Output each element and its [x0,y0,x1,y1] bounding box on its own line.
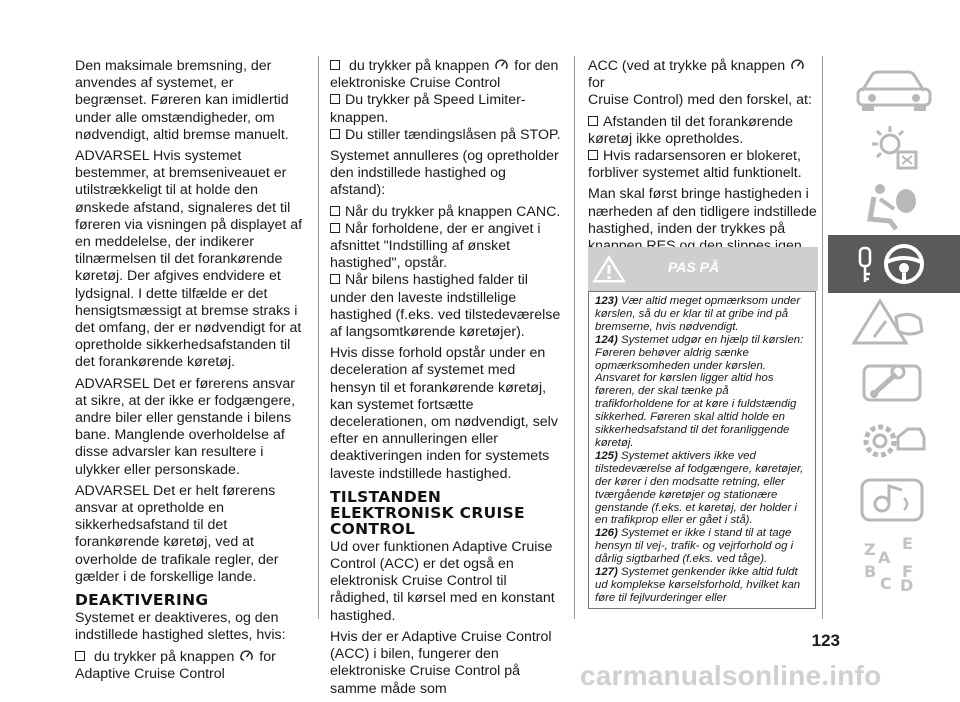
warning-item [595,334,810,450]
warning-item-text: Systemet aktivers ikke ved tilstedeværelse af fodgængere, køretøjer, der kører i den modsatte retning, eller tværgående køretøjer og stationære genstande (f.eks. et køretøj, der holder i en trafikprop eller er gået i stå). [595,449,804,527]
list-item: Når bilens hastighed falder til under den laveste indstillelige hastighed (f.eks. ved tilstedeværelse af langsomtkørende køretøjer). [330,272,561,341]
list-item: Afstanden til det forankørende køretøj ikke opretholdes. [588,114,818,148]
list-item-text: du trykker på knappen [93,648,235,665]
paragraph-text: for [588,75,605,92]
list-item-text: elektroniske Cruise Control [330,75,501,92]
list-item [75,649,307,683]
index-letters-icon [850,533,940,591]
steering-wheel-key-icon [850,238,940,290]
paragraph: Hvis disse forhold opstår under en deceleration af systemet med hensyn til et forankørende køretøj, kan systemet fortsætte decelerationen, om nødvendigt, selv efter en annulleringen eller deaktiveringen inden for systemets laveste indstillede hastighed. [330,345,558,482]
watermark: carmanualsonline.info [580,660,882,691]
paragraph: Man skal først bringe hastigheden i nærheden af den tidligere indstillede hastighed, inden der trykkes på [588,186,817,237]
warning-item-number: 124) [595,333,618,346]
gear-car-icon [850,415,940,467]
airbag-seat-icon [850,179,940,231]
svg-text:D: D [900,576,914,591]
multimedia-icon [850,474,940,526]
heading-line: TILSTANDEN [330,487,442,506]
paragraph: Den maksimale bremsning, der anvendes af systemet, er begrænset. Føreren kan imidlertid under alle omstændigheder, om nødvendigt, altid bremse manuelt. [75,58,289,143]
warning-item [595,295,810,334]
warning-body [588,291,816,609]
column-divider [574,56,575,619]
svg-text:Z: Z [864,540,876,559]
warning-triangle-icon [591,254,627,284]
list-item-text: du trykker på knappen [348,58,490,74]
warning-header [588,247,818,291]
paragraph: ADVARSEL Hvis systemet bestemmer, at bremseniveauet er utilstrækkeligt til at holde den ønskede afstand, signaleres det til føreren via visningen på displayet af en meddelelse, der indikerer tilnærmelsen til det forankørende køretøj. Der afgives endvidere et lydsignal. I dette tilfælde er det hensigtsmæssigt at bremse straks i det omfang, der er nødvendigt for at opretholde sikkerhedsafstanden til det forankørende køretøj. [75,148,303,371]
nav-item-dashboard-lights[interactable] [828,117,960,175]
svg-text:A: A [878,548,891,567]
section-heading: DEAKTIVERING [75,591,209,610]
warning-item-text: Systemet udgør en hjælp til kørslen: Føreren behøver aldrig sænke opmærksomheden under kørslen. Ansvaret for kørslen ligger altid hos føreren, der skal tænke på trafikforholdene for at køre i fuldstændig sikkerhed. Føreren skal altid holde en sikkerhedsafstand til det foranliggende køretøj. [595,333,804,449]
svg-text:C: C [880,574,892,591]
warning-item [595,450,810,527]
list-item [330,58,562,92]
list-item: Du trykker på Speed Limiter-knappen. [330,92,562,126]
paragraph-text: Cruise Control) med den forskel, at: [588,92,812,109]
cruise-control-icon [240,650,253,662]
warning-item-number: 126) [595,527,618,540]
nav-item-maintenance[interactable] [828,353,960,411]
paragraph: Systemet annulleres (og opretholder den indstillede hastighed og afstand): [330,148,559,199]
emergency-triangle-icon [850,297,940,349]
nav-item-safety[interactable] [828,176,960,234]
wrench-car-icon [850,356,940,408]
nav-item-emergency[interactable] [828,294,960,352]
warning-item-text: Vær altid meget opmærksom under kørslen, så du er klar til at gribe ind på bremserne, hvis nødvendigt. [595,295,801,333]
cruise-control-icon [791,59,804,71]
list-item-text: for den [514,58,559,74]
list-item: Når du trykker på knappen CANC. [330,204,562,221]
paragraph: ADVARSEL Det er førerens ansvar at sikre, at der ikke er fodgængere, andre biler eller genstande i bilens bane. Manglende overholdelse af disse advarsler kan resultere i ulykker eller personskade. [75,375,296,478]
column-divider [822,56,823,619]
svg-text:B: B [864,562,877,581]
heading-line: CONTROL [330,519,416,538]
warning-lights-icon [850,120,940,172]
text-column-1 [75,58,307,683]
warning-item [595,527,810,566]
svg-text:F: F [902,562,913,581]
column-divider [318,56,319,619]
svg-text:E: E [902,534,913,553]
page-number: 123 [811,631,840,650]
warning-item-number: 123) [595,295,618,307]
chapter-navigation [828,58,960,589]
warning-item-text: Systemet genkender ikke altid fuldt ud komplekse kørselsforhold, hvilket kan føre til fejlvurderinger eller [595,566,801,604]
paragraph: Ud over funktionen Adaptive Cruise Control (ACC) er det også en elektronisk Cruise Control til rådighed, til kørsel med en konstant hastighed. [330,538,555,624]
warning-item-number: 127) [595,566,618,579]
paragraph: Hvis der er Adaptive Cruise Control (ACC) i bilen, fungerer den elektroniske Cruise Control på samme måde som [330,628,552,697]
nav-item-multimedia[interactable] [828,471,960,529]
warning-item [595,566,810,605]
warning-title: PAS PÅ [668,259,720,275]
warning-item-text: Systemet er ikke i stand til at tage hensyn til vej-, trafik- og vejrforhold og i dårlig sigtbarhed (f.eks. ved tåge). [595,527,794,566]
cruise-control-icon [495,59,508,71]
paragraph-text: ACC (ved at trykke på knappen [588,58,786,74]
nav-item-starting-driving[interactable] [828,235,960,293]
nav-item-technical-data[interactable] [828,412,960,470]
section-heading [330,489,562,537]
paragraph: Systemet er deaktiveres, og den indstillede hastighed slettes, hvis: [75,610,286,644]
list-item-text: Adaptive Cruise Control [75,665,225,682]
car-icon [850,61,940,113]
paragraph: ADVARSEL Det er helt førerens ansvar at opretholde en sikkerhedsafstand til det forankørende køretøj, ved at overholde de trafikale regler, der gælder i de forskellige lande. [75,482,279,585]
list-item-text: for [259,648,276,665]
text-column-2 [330,58,562,702]
nav-item-vehicle[interactable] [828,58,960,116]
list-item: Når forholdene, der er angivet i afsnittet "Indstilling af ønsket hastighed", opstår. [330,221,562,273]
heading-line: ELEKTRONISK CRUISE [330,503,525,522]
list-item: Hvis radarsensoren er blokeret, forbliver systemet altid funktionelt. [588,148,818,182]
list-item: Du stiller tændingslåsen på STOP. [330,127,562,144]
paragraph [588,58,818,110]
text-column-3 [588,58,818,259]
nav-item-index[interactable] [828,530,960,591]
warning-item-number: 125) [595,449,618,462]
